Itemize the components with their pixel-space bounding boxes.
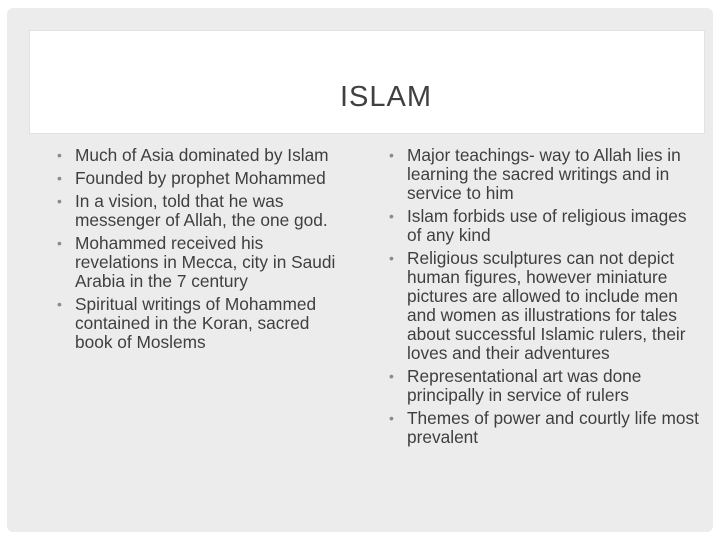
bullet-text: Religious sculptures can not depict human figures, however miniature pictures are allowed to include men and women as illustrations for tales about successful Islamic rulers, their loves and their adventures [407,248,686,363]
slide-title: ISLAM [339,81,433,113]
bullet-icon: • [389,410,394,426]
bullet-item [389,367,701,405]
bullet-text: Spiritual writings of Mohammed contained in the Koran, sacred book of Moslems [75,294,317,352]
right-bullet-list [389,146,701,451]
bullet-text: Founded by prophet Mohammed [75,168,326,188]
bullet-text: Representational art was done principally in service of rulers [407,366,642,405]
bullet-text: Much of Asia dominated by Islam [75,145,329,165]
bullet-icon: • [389,208,394,224]
bullet-icon: • [57,147,62,163]
bullet-text: Islam forbids use of religious images of any kind [407,206,687,245]
bullet-item [57,234,347,291]
bullet-text: In a vision, told that he was messenger of Allah, the one god. [75,191,328,230]
bullet-icon: • [57,296,62,312]
bullet-icon: • [57,193,62,209]
bullet-item [57,192,347,230]
slide [7,8,713,532]
bullet-item [57,169,347,188]
bullet-item [389,409,701,447]
title-box [29,30,705,134]
left-bullet-list [57,146,347,356]
bullet-item [389,207,701,245]
bullet-item [389,146,701,203]
bullet-text: Major teachings- way to Allah lies in learning the sacred writings and in service to him [407,145,681,203]
bullet-text: Mohammed received his revelations in Mecca, city in Saudi Arabia in the 7 century [75,233,336,291]
bullet-item [57,295,347,352]
bullet-icon: • [389,147,394,163]
bullet-text: Themes of power and courtly life most prevalent [407,408,699,447]
bullet-icon: • [57,170,62,186]
bullet-icon: • [57,235,62,251]
bullet-icon: • [389,250,394,266]
bullet-item [389,249,701,363]
bullet-item [57,146,347,165]
bullet-icon: • [389,368,394,384]
